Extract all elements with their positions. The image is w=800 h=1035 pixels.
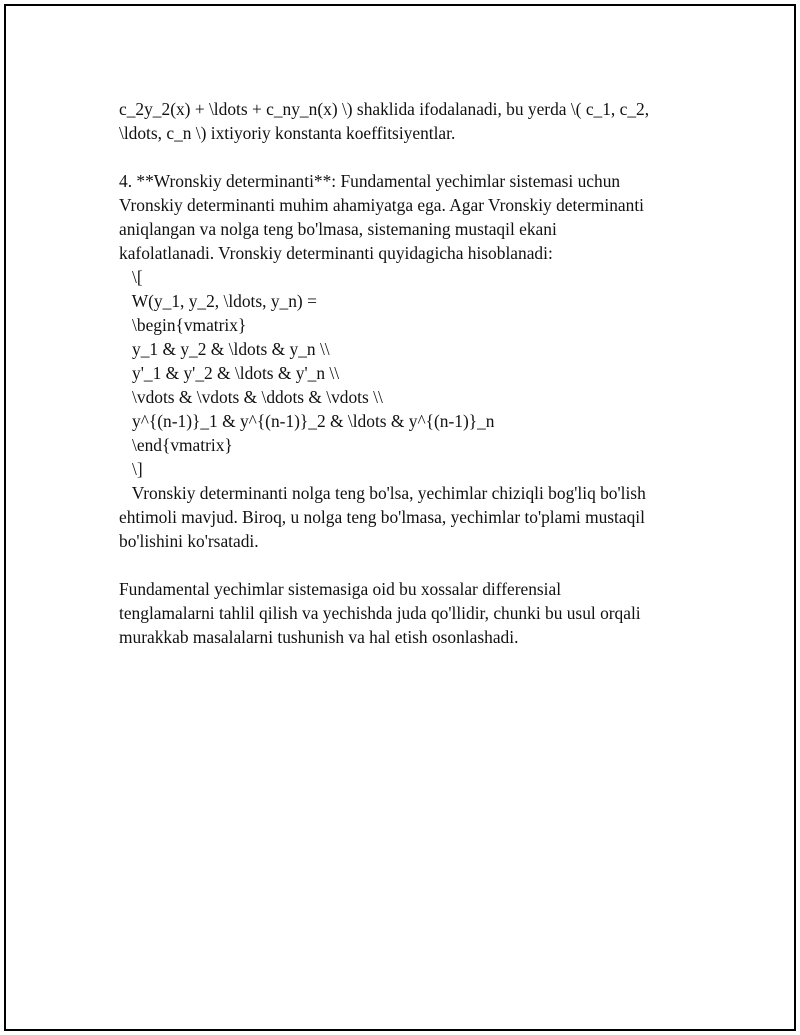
formula-line: y_1 & y_2 & \ldots & y_n \\: [119, 339, 330, 359]
formula-line: \end{vmatrix}: [119, 435, 233, 455]
blank-line: [119, 553, 699, 577]
document-body: [119, 97, 699, 649]
formula-line: \vdots & \vdots & \ddots & \vdots \\: [119, 387, 383, 407]
text-line: Fundamental yechimlar sistemasiga oid bu xossalar differensial: [119, 579, 562, 599]
document-page: [4, 4, 796, 1031]
text-line: kafolatlanadi. Vronskiy determinanti quyidagicha hisoblanadi:: [119, 243, 553, 263]
text-line: c_2y_2(x) + \ldots + c_ny_n(x) \) shaklida ifodalanadi, bu yerda \( c_1, c_2,: [119, 99, 650, 119]
text-line: ehtimoli mavjud. Biroq, u nolga teng bo'lmasa, yechimlar to'plami mustaqil: [119, 507, 645, 527]
text-line: Vronskiy determinanti muhim ahamiyatga ega. Agar Vronskiy determinanti: [119, 195, 644, 215]
formula-line: \[: [119, 267, 143, 287]
text-line: Vronskiy determinanti nolga teng bo'lsa, yechimlar chiziqli bog'liq bo'lish: [119, 483, 646, 503]
text-line: 4. **Wronskiy determinanti**: Fundamental yechimlar sistemasi uchun: [119, 171, 621, 191]
text-line: murakkab masalalarni tushunish va hal etish osonlashadi.: [119, 627, 519, 647]
text-line: aniqlangan va nolga teng bo'lmasa, sistemaning mustaqil ekani: [119, 219, 557, 239]
formula-line: y'_1 & y'_2 & \ldots & y'_n \\: [119, 363, 340, 383]
text-line: tenglamalarni tahlil qilish va yechishda juda qo'llidir, chunki bu usul orqali: [119, 603, 641, 623]
text-line: \ldots, c_n \) ixtiyoriy konstanta koeffitsiyentlar.: [119, 123, 456, 143]
formula-line: \]: [119, 459, 143, 479]
blank-line: [119, 145, 699, 169]
formula-line: W(y_1, y_2, \ldots, y_n) =: [119, 291, 317, 311]
formula-line: y^{(n-1)}_1 & y^{(n-1)}_2 & \ldots & y^{(n-1)}_n: [119, 411, 495, 431]
text-line: bo'lishini ko'rsatadi.: [119, 531, 259, 551]
formula-line: \begin{vmatrix}: [119, 315, 247, 335]
